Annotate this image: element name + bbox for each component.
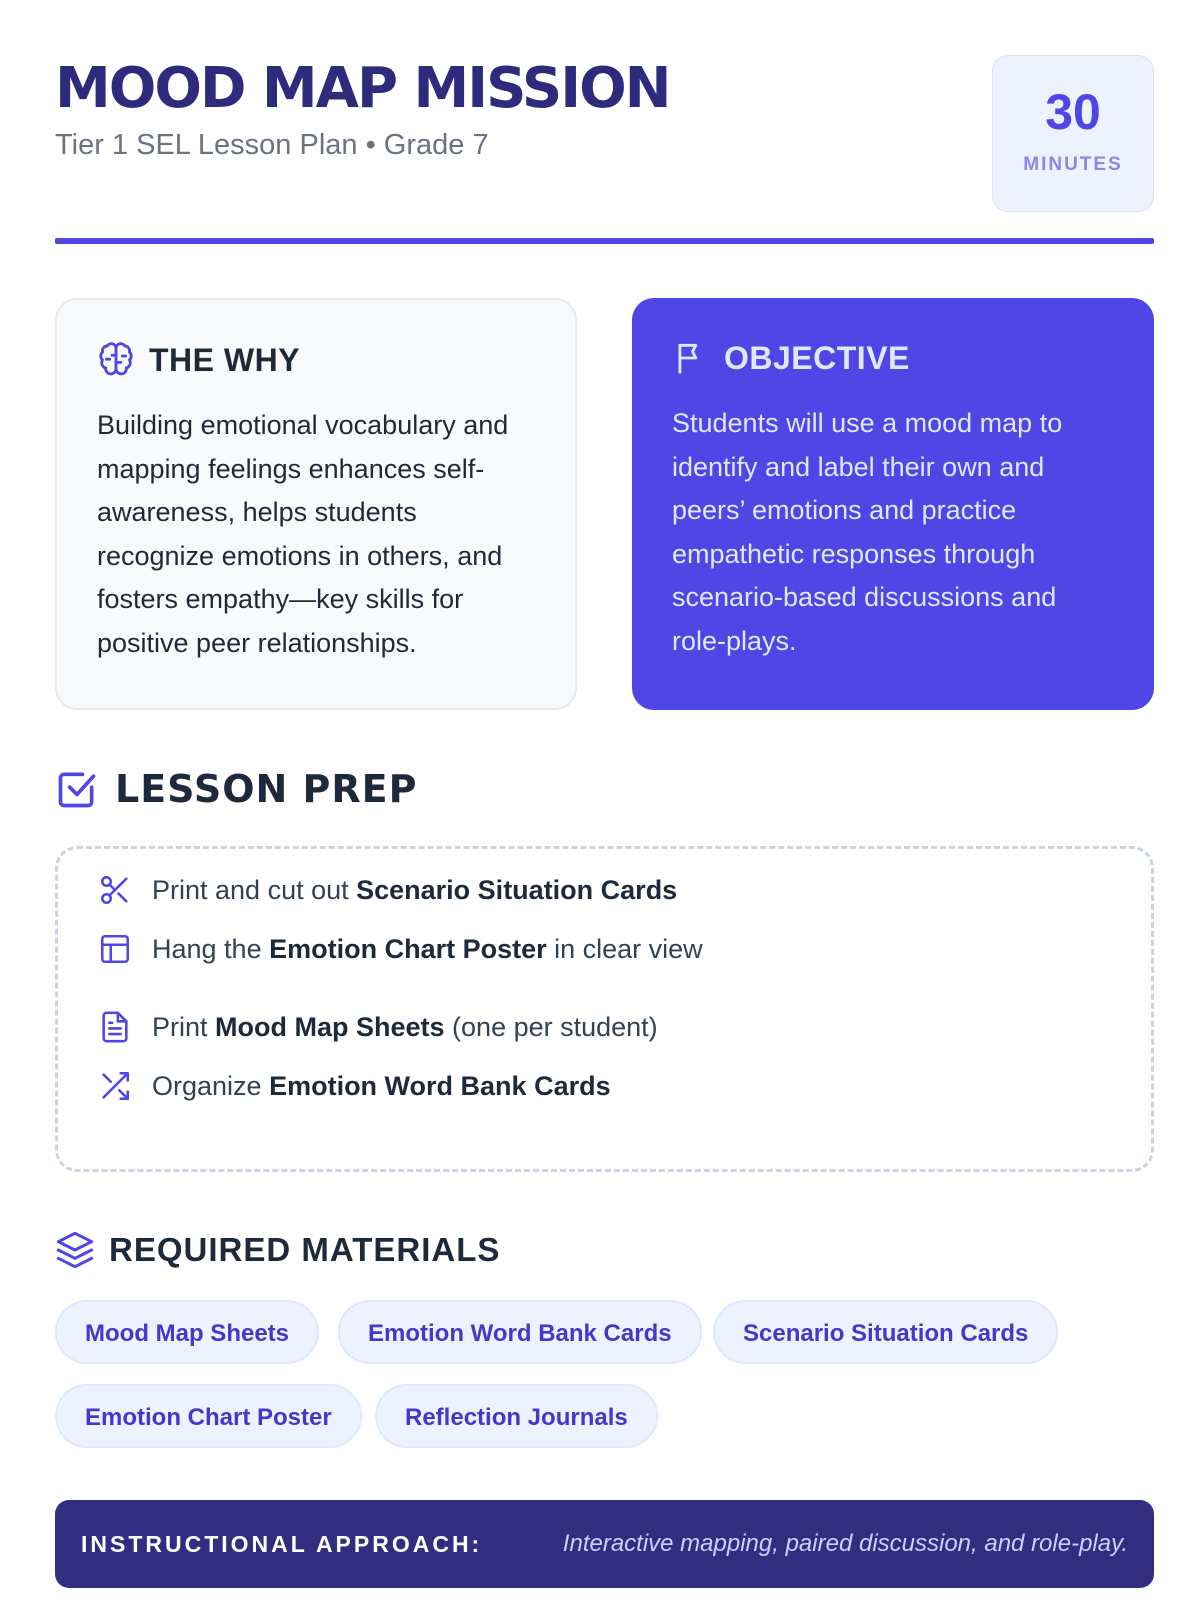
prep-item-bold: Emotion Word Bank Cards (269, 1071, 611, 1101)
prep-item-bold: Mood Map Sheets (215, 1012, 445, 1042)
materials-title: REQUIRED MATERIALS (109, 1231, 501, 1268)
instructional-approach-banner (55, 1500, 1154, 1588)
duration-value: 30 (1045, 84, 1101, 140)
lesson-prep-list (55, 846, 1154, 1172)
material-chip: Emotion Chart Poster (55, 1384, 362, 1448)
brain-icon (97, 341, 135, 379)
material-chip: Emotion Word Bank Cards (338, 1300, 702, 1364)
material-chip: Reflection Journals (375, 1384, 658, 1448)
materials-heading (55, 1228, 500, 1272)
why-card (55, 298, 577, 710)
prep-item (98, 931, 703, 967)
prep-item (98, 1009, 658, 1045)
objective-card (632, 298, 1154, 710)
prep-item (98, 1068, 611, 1104)
shuffle-icon (98, 1069, 132, 1103)
page-subtitle: Tier 1 SEL Lesson Plan • Grade 7 (55, 129, 489, 161)
prep-item-text-after: (one per student) (444, 1012, 658, 1042)
lesson-prep-title: LESSON PREP (115, 767, 418, 811)
header-divider (55, 238, 1154, 244)
prep-item-bold: Scenario Situation Cards (356, 875, 678, 905)
approach-label: INSTRUCTIONAL APPROACH: (81, 1531, 483, 1557)
prep-item-text-after: in clear view (546, 934, 703, 964)
document-icon (98, 1010, 132, 1044)
why-title: THE WHY (149, 342, 301, 378)
poster-icon (98, 932, 132, 966)
why-body: Building emotional vocabulary and mapping feelings enhances self-awareness, helps students recognize emotions in others, and fosters empathy—key skills for positive peer relationships. (97, 410, 509, 658)
lesson-prep-heading (55, 765, 417, 813)
page-title: MOOD MAP MISSION (55, 56, 670, 121)
material-chip: Mood Map Sheets (55, 1300, 319, 1364)
material-chip: Scenario Situation Cards (713, 1300, 1058, 1364)
objective-body: Students will use a mood map to identify and label their own and peers’ emotions and practice empathetic responses through scenario-based discussions and role-plays. (672, 408, 1063, 656)
lesson-plan-page (55, 0, 1154, 1600)
prep-item-text: Organize (152, 1071, 270, 1101)
header (55, 55, 1154, 215)
prep-item-bold: Emotion Chart Poster (269, 934, 547, 964)
layers-icon (55, 1230, 95, 1270)
scissors-icon (98, 873, 132, 907)
prep-item-text: Print (152, 1012, 216, 1042)
duration-label: MINUTES (1023, 154, 1123, 175)
prep-item-text: Hang the (152, 934, 270, 964)
objective-title: OBJECTIVE (724, 340, 910, 376)
prep-item-text: Print and cut out (152, 875, 357, 905)
prep-item (98, 872, 677, 908)
checkbox-icon (55, 767, 99, 811)
duration-badge (992, 55, 1154, 212)
flag-icon (672, 339, 710, 377)
approach-text: Interactive mapping, paired discussion, and role-play. (562, 1530, 1128, 1557)
